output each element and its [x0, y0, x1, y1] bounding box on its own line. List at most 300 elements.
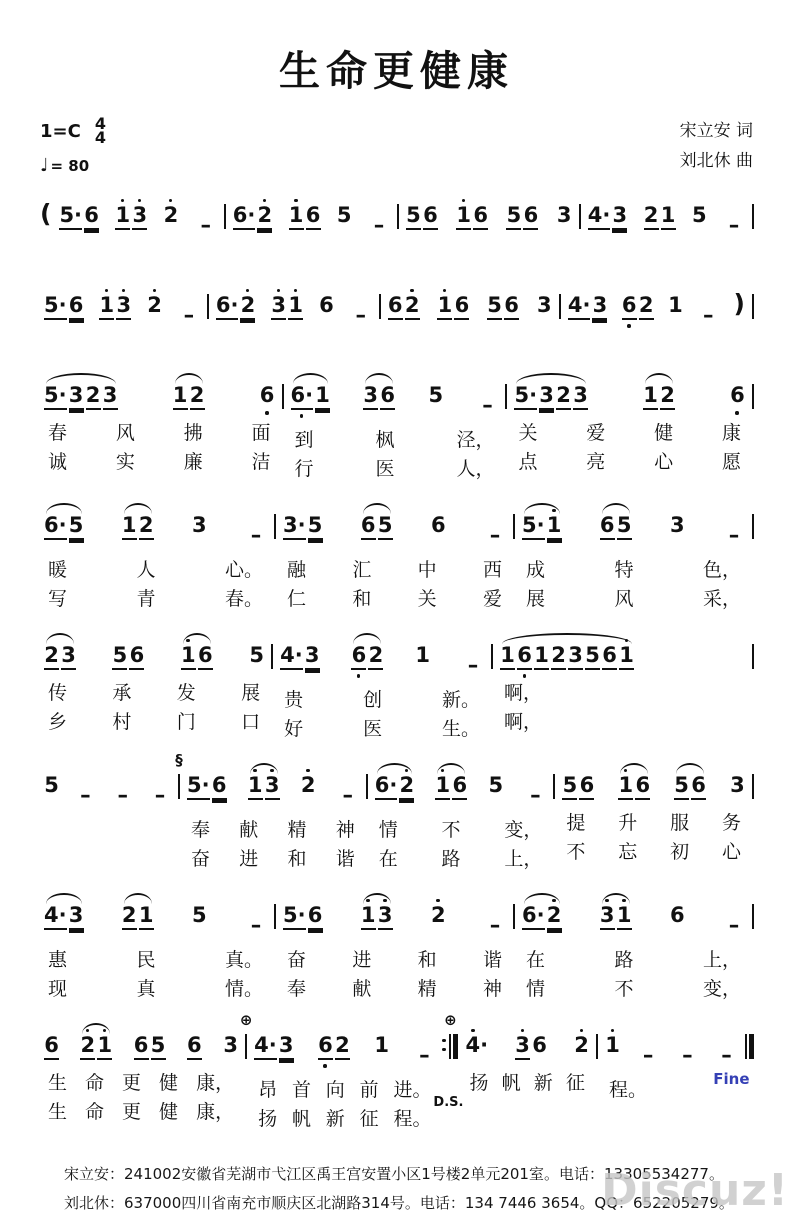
note-number: 6· — [233, 203, 256, 230]
note — [619, 643, 634, 670]
note-number: 1 — [415, 643, 430, 667]
notes-row — [38, 1023, 244, 1069]
barline — [491, 644, 493, 669]
note-group — [287, 193, 323, 239]
note — [216, 293, 239, 320]
note-number: 6 — [69, 293, 84, 320]
note-number: 5 — [69, 513, 84, 540]
lyric-syllable: 奉 — [287, 975, 306, 1004]
note-number: 5 — [692, 203, 707, 227]
note — [602, 643, 617, 670]
note — [465, 1033, 488, 1057]
notes-row — [277, 503, 512, 556]
notation-line-5 — [38, 633, 755, 744]
lyric-syllable: 汇 — [352, 556, 371, 585]
lyrics-row-1 — [556, 809, 751, 838]
note — [522, 513, 545, 540]
lyric-syllable: 更 — [122, 1069, 141, 1098]
notation-line-4 — [38, 503, 755, 614]
note-number: 1 — [547, 513, 562, 540]
note-number: 6· — [291, 383, 314, 410]
note-number: 3 — [223, 1033, 238, 1057]
note — [431, 903, 446, 927]
notes-row — [599, 1023, 744, 1076]
lyrics-row-1 — [38, 816, 177, 845]
note — [116, 293, 131, 320]
quarter-note-icon: ♩ — [40, 155, 49, 176]
lyric-syllable: 谐 — [336, 845, 355, 874]
note — [198, 643, 213, 670]
note — [547, 903, 562, 930]
note — [61, 643, 76, 670]
note — [318, 1033, 333, 1060]
dash-extension: – — [412, 1043, 436, 1067]
note-number: 3 — [279, 1033, 294, 1060]
close-parenthesis: ) — [732, 290, 747, 317]
note-group — [72, 763, 98, 816]
note — [337, 203, 352, 227]
measure — [53, 193, 222, 246]
notes-row — [369, 763, 553, 816]
lyric-syllable: 扬 — [258, 1105, 277, 1134]
lyrics-row-2 — [508, 448, 751, 477]
note-number: 6 — [388, 293, 403, 320]
note-group — [42, 763, 61, 806]
lyric-syllable: 泾， — [456, 426, 494, 455]
note-number: 6 — [691, 773, 706, 800]
note — [151, 1033, 166, 1060]
notes-row — [53, 193, 222, 246]
note — [375, 773, 398, 800]
note-group — [690, 193, 709, 236]
lyric-syllable: 奉 — [191, 816, 210, 845]
note — [103, 383, 118, 410]
dash-extension: – — [483, 913, 507, 937]
lyric-syllable: 初 — [670, 838, 689, 867]
note — [532, 1033, 547, 1060]
note-number: 2 — [405, 293, 420, 320]
lyric-syllable: 康 — [722, 419, 741, 448]
note — [592, 293, 607, 320]
note-number: 3 — [116, 293, 131, 320]
note — [181, 643, 196, 670]
lyrics-row-1 — [38, 419, 281, 448]
lyrics-row-2 — [248, 1105, 441, 1134]
lyric-syllable: 创 — [363, 686, 382, 715]
note — [84, 203, 99, 230]
lyric-syllable: 神 — [336, 816, 355, 845]
lyric-syllable: 廉 — [184, 448, 203, 477]
barline — [559, 294, 561, 319]
bar-group — [442, 1034, 458, 1059]
note — [44, 513, 67, 540]
lyric-syllable: 升 — [618, 809, 637, 838]
note — [368, 643, 383, 670]
lyric-syllable: 展 — [241, 679, 260, 708]
note-number: 2 — [399, 773, 414, 800]
lyric-syllable: 新 — [326, 1105, 345, 1134]
note — [622, 293, 637, 320]
note-group — [713, 1023, 739, 1076]
note — [69, 293, 84, 320]
slur-group — [498, 633, 636, 679]
note-group — [214, 283, 258, 329]
dash-extension: – — [244, 523, 268, 547]
lyric-syllable: 健 — [159, 1069, 178, 1098]
note-group — [572, 1023, 591, 1066]
note-group — [97, 283, 133, 329]
lyric-syllable: 神 — [483, 975, 502, 1004]
note-group — [404, 193, 440, 239]
lyric-syllable: 上， — [504, 845, 542, 874]
note-number: 6 — [670, 903, 685, 927]
note-group — [642, 193, 678, 239]
lyrics-row-2 — [599, 1105, 744, 1134]
lyric-syllable: 变， — [703, 975, 741, 1004]
note-number: 6 — [212, 773, 227, 800]
lyric-syllable: 面 — [251, 419, 270, 448]
note-group — [243, 503, 269, 556]
dash-extension: – — [111, 783, 135, 807]
note-group — [316, 1023, 352, 1069]
lyric-syllable: 医 — [363, 715, 382, 744]
note-number: 5 — [337, 203, 352, 227]
barline — [752, 904, 754, 929]
note-number: 6 — [473, 203, 488, 230]
lyric-syllable: 进。 — [393, 1076, 431, 1105]
slur-group — [598, 503, 634, 549]
measure — [556, 763, 751, 867]
note-number: 6 — [622, 293, 637, 320]
note — [265, 773, 280, 800]
note-number: 1 — [99, 293, 114, 320]
note — [605, 1033, 620, 1057]
measure — [382, 283, 558, 329]
note — [568, 293, 591, 320]
notes-row — [508, 373, 751, 419]
open-parenthesis: ( — [38, 200, 53, 227]
meta-row — [40, 117, 753, 177]
note — [301, 773, 316, 797]
barline — [752, 644, 754, 669]
dash-extension: – — [336, 783, 360, 807]
note-group — [42, 1023, 61, 1069]
credits — [680, 117, 753, 177]
lyric-syllable: 实 — [116, 448, 135, 477]
slur-group — [289, 373, 333, 419]
lyrics-row-2 — [38, 708, 270, 737]
note-group — [252, 1023, 296, 1069]
note — [319, 293, 334, 317]
note — [291, 383, 314, 410]
note — [69, 383, 84, 410]
note-number: 1 — [643, 383, 658, 410]
note-group — [522, 763, 548, 816]
segno-icon: § — [175, 751, 183, 769]
barline — [752, 204, 754, 229]
note-number: 5· — [44, 383, 67, 410]
lyric-syllable: 心。 — [225, 556, 263, 585]
note-number: 2 — [301, 773, 316, 797]
measure — [248, 1023, 441, 1134]
note-number: 2 — [139, 513, 154, 540]
note — [514, 383, 537, 410]
lyrics-row-2 — [38, 585, 273, 614]
lyrics-row-1 — [508, 419, 751, 448]
note-number: 3 — [192, 513, 207, 537]
key-signature-label: 1=C — [40, 121, 81, 142]
note-number: 5 — [617, 513, 632, 540]
lyrics-row-1 — [248, 1076, 441, 1105]
note-number: 1 — [122, 513, 137, 540]
note — [573, 383, 588, 410]
note — [388, 293, 403, 320]
barline — [751, 633, 755, 669]
note-number: 5 — [487, 293, 502, 320]
note-group — [243, 893, 269, 946]
slur-group — [361, 373, 397, 419]
note-group — [482, 503, 508, 556]
lyric-syllable: 好 — [284, 715, 303, 744]
dash-extension: – — [722, 213, 746, 237]
note-group — [386, 283, 422, 329]
lyric-syllable: 新 — [534, 1069, 553, 1098]
lyric-syllable: 风 — [614, 585, 633, 614]
lyric-syllable: 亮 — [586, 448, 605, 477]
barline — [751, 193, 755, 229]
time-signature — [95, 117, 106, 145]
lyric-syllable: 生。 — [442, 715, 480, 744]
lyric-syllable: 健 — [159, 1098, 178, 1127]
dash-extension: – — [148, 783, 172, 807]
notation-line-8 — [38, 1023, 755, 1134]
barline — [513, 904, 515, 929]
note-number: 3 — [539, 383, 554, 410]
note — [435, 773, 450, 800]
note — [522, 903, 545, 930]
note — [361, 903, 376, 930]
note-number: 2 — [660, 383, 675, 410]
note-number: 6 — [423, 203, 438, 230]
note-number: 6 — [187, 1033, 202, 1060]
note-number: 6 — [308, 903, 323, 930]
lyric-syllable: 色， — [703, 556, 741, 585]
note — [539, 383, 554, 410]
note-group — [110, 763, 136, 816]
note-group — [185, 763, 229, 809]
lyric-syllable: 民 — [136, 946, 155, 975]
note-group — [504, 193, 540, 239]
note — [617, 903, 632, 930]
note — [212, 773, 227, 800]
notes-row — [516, 893, 751, 946]
note-group — [429, 893, 448, 936]
note-group — [728, 763, 747, 806]
thin-bar — [745, 1034, 747, 1059]
note — [283, 903, 306, 930]
lyrics-row-1 — [459, 1069, 595, 1098]
note-group — [454, 193, 490, 239]
notes-row — [382, 283, 558, 329]
note — [488, 773, 503, 797]
slur-group — [641, 373, 677, 419]
lyric-syllable: 关 — [418, 585, 437, 614]
note-number: 5 — [249, 643, 264, 667]
note — [378, 903, 393, 930]
note — [315, 383, 330, 410]
note — [308, 513, 323, 540]
tempo-value: = 80 — [51, 157, 90, 175]
note-number: 1 — [181, 643, 196, 670]
note — [500, 643, 515, 670]
notes-row — [277, 893, 512, 946]
note — [173, 383, 188, 410]
note-number: 6 — [454, 293, 469, 320]
note-number: 3 — [592, 293, 607, 320]
note-number: 1 — [139, 903, 154, 930]
note — [556, 383, 571, 410]
lyric-syllable: 征 — [360, 1105, 379, 1134]
note-number: 3 — [103, 383, 118, 410]
lyrics-row-2 — [285, 455, 505, 484]
notes-row — [248, 1023, 441, 1076]
note-number: 5· — [59, 203, 82, 230]
lyric-syllable: 采， — [703, 585, 741, 614]
note-number: 1 — [289, 203, 304, 230]
note-number: 2 — [190, 383, 205, 410]
measure — [38, 633, 270, 737]
lyrics-row-1 — [277, 946, 512, 975]
note-group — [460, 633, 486, 686]
lyric-syllable: 奋 — [287, 946, 306, 975]
lyrics-row-1 — [38, 679, 270, 708]
lyric-syllable: 真。 — [225, 946, 263, 975]
note-group — [113, 193, 149, 239]
note-number: 1 — [617, 903, 632, 930]
key-block — [40, 117, 106, 176]
note-number: 3 — [265, 773, 280, 800]
lyric-syllable: 医 — [375, 455, 394, 484]
note — [415, 643, 430, 667]
thick-bar — [749, 1034, 754, 1059]
notation-line-6 — [38, 763, 755, 874]
notes-row — [459, 1023, 595, 1069]
note-number: 3 — [69, 383, 84, 410]
lyric-syllable: 口 — [241, 708, 260, 737]
note — [361, 513, 376, 540]
note — [132, 203, 147, 230]
measure — [38, 283, 206, 336]
note-group — [258, 373, 277, 416]
note — [44, 293, 67, 320]
note — [551, 643, 566, 670]
note-group — [42, 283, 86, 329]
bar-group — [745, 1034, 755, 1059]
dash-extension: – — [244, 913, 268, 937]
lyric-syllable: 在 — [379, 845, 398, 874]
slur-group — [42, 893, 86, 939]
slur-group — [359, 893, 395, 939]
note-number: 6 — [198, 643, 213, 670]
note — [190, 383, 205, 410]
note — [661, 203, 676, 230]
note-number: 1 — [661, 203, 676, 230]
note-number: 2 — [368, 643, 383, 670]
note-group — [695, 283, 721, 336]
note-number: 2 — [551, 643, 566, 670]
lyric-syllable: 精 — [418, 975, 437, 1004]
note-number: 5 — [585, 643, 600, 670]
note-number: 6 — [318, 1033, 333, 1060]
note — [44, 773, 59, 797]
note — [692, 203, 707, 227]
barline — [596, 1034, 598, 1059]
slur-group — [672, 763, 708, 809]
note-group — [247, 633, 266, 676]
note — [115, 203, 130, 230]
slur-group — [179, 633, 215, 679]
note — [691, 773, 706, 800]
note-group — [586, 193, 630, 239]
note-group — [463, 1023, 490, 1066]
lyric-syllable: 愿 — [722, 448, 741, 477]
notation-line-3 — [38, 373, 755, 484]
note — [249, 643, 264, 667]
note — [271, 293, 286, 320]
notation-line-7 — [38, 893, 755, 1004]
note-group — [317, 283, 336, 326]
note-group — [668, 503, 687, 546]
lyric-syllable: 提 — [566, 809, 585, 838]
note-number: 1 — [315, 383, 330, 410]
note — [635, 773, 650, 800]
notes-row — [400, 193, 578, 239]
note-number: 2 — [163, 203, 178, 227]
lyrics-row-1 — [181, 816, 365, 845]
note — [562, 773, 577, 800]
measure — [459, 1023, 595, 1127]
lyrics-row-2 — [556, 838, 751, 867]
measure — [38, 1023, 244, 1127]
notes-row — [516, 503, 751, 556]
note-group — [728, 373, 747, 416]
footer-line-composer: 刘北休：637000四川省南充市顺庆区北湖路314号。电话：134 7446 3654。QQ：652205279。 — [64, 1189, 755, 1218]
slur-group — [616, 763, 652, 809]
note — [44, 1033, 59, 1060]
lyric-syllable: 心 — [654, 448, 673, 477]
note-group — [190, 893, 209, 936]
measure — [38, 763, 177, 874]
note-group — [668, 893, 687, 936]
barline — [553, 774, 555, 799]
dash-extension: – — [461, 653, 485, 677]
note-number: 6 — [602, 643, 617, 670]
lyric-syllable: 不 — [614, 975, 633, 1004]
lyric-syllable: 现 — [48, 975, 67, 1004]
note-number: 1 — [534, 643, 549, 670]
repeat-end-barline — [441, 1023, 459, 1059]
note-group — [413, 633, 432, 676]
note — [69, 513, 84, 540]
measure — [285, 373, 505, 484]
thin-bar — [449, 1034, 451, 1059]
lyrics-row-2 — [38, 448, 281, 477]
note-number: 2 — [122, 903, 137, 930]
note-number: 4· — [254, 1033, 277, 1060]
slur-group — [42, 633, 78, 679]
note-group — [482, 893, 508, 946]
score — [38, 193, 755, 1134]
